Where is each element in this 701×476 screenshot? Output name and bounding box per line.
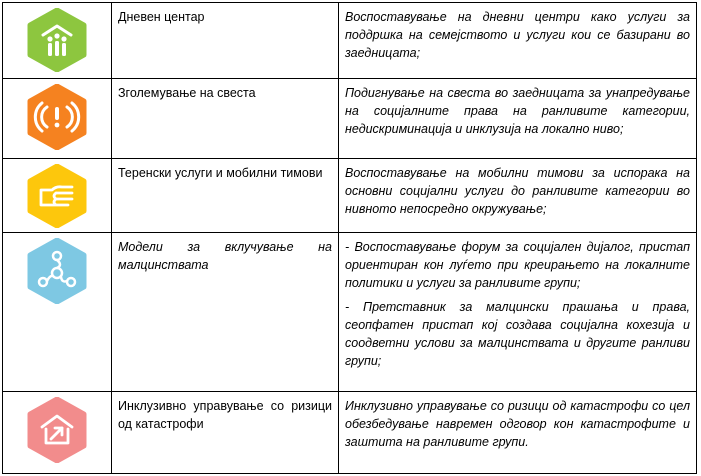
- service-name: Теренски услуги и мобилни тимови: [112, 159, 339, 233]
- service-description: [339, 392, 697, 474]
- house-arrow-icon: [26, 397, 88, 463]
- services-table-page: [2, 2, 697, 474]
- service-name: Модели за вклучување на малцинствата: [112, 233, 339, 392]
- icon-cell: [3, 233, 112, 392]
- exclamation-broadcast-icon: [26, 84, 88, 150]
- table-row: [3, 79, 697, 159]
- service-name: Зголемување на свеста: [112, 79, 339, 159]
- service-description: [339, 79, 697, 159]
- icon-cell: [3, 392, 112, 474]
- description-paragraph: - Воспоставување форум за социјален дијалог, пристап ориентиран кон луѓето при креирањето на локалните политики и услуги за ранливите групи;: [345, 240, 690, 290]
- service-name: Инклузивно управување со ризици од катастрофи: [112, 392, 339, 474]
- description-paragraph: Воспоставување на мобилни тимови за испорака на основни социјални услуги до ранливите категории во нивното непосредно окружување;: [345, 166, 690, 216]
- service-description: [339, 233, 697, 392]
- service-description: [339, 3, 697, 79]
- icon-cell: [3, 3, 112, 79]
- hand-icon: [26, 164, 88, 228]
- description-paragraph: Подигнување на свеста во заедницата за унапредување на социјалните права на ранливите категории, недискриминација и инклузија на локално ниво;: [345, 86, 690, 136]
- icon-cell: [3, 79, 112, 159]
- table-row: [3, 233, 697, 392]
- icon-cell: [3, 159, 112, 233]
- description-paragraph: Инклузивно управување со ризици од катастрофи со цел обезбедување навремен одговор кон катастрофите и заштита на ранливите групи.: [345, 399, 690, 449]
- network-hub-icon: [26, 238, 88, 304]
- table-row: [3, 3, 697, 79]
- description-paragraph: Воспоставување на дневни центри како услуги за поддршка на семејството и услуги кои се базирани во заедницата;: [345, 10, 690, 60]
- table-row: [3, 159, 697, 233]
- service-description: [339, 159, 697, 233]
- building-columns-icon: [26, 8, 88, 72]
- services-table: [2, 2, 697, 474]
- description-paragraph: - Претставник за малцински прашања и права, сеопфатен пристап кој создава социјална кохезија и соодветни услови за малцинствата и другите ранливи групи;: [345, 300, 690, 368]
- service-name: Дневен центар: [112, 3, 339, 79]
- table-row: [3, 392, 697, 474]
